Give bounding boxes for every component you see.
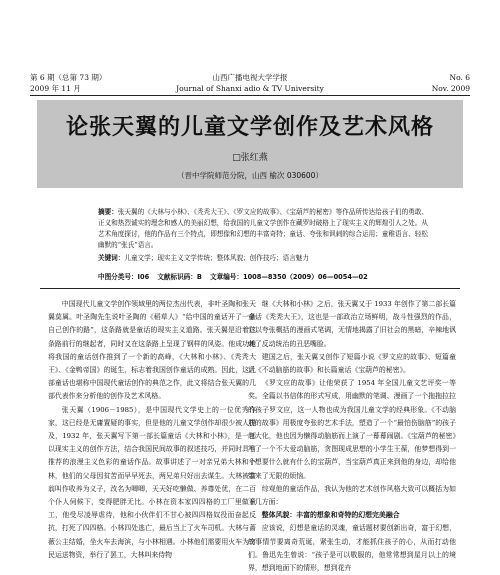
abstract-text: 张天翼的《大林与小林》、《秃秃大王》、《罗文应的故事》、《宝葫芦的秘密》等作品所传达给孩子们的勇敢、正义和热烈诚实的理念和感人的美丽幻想，给我国的儿童文学创作在藏罗时破格上了现实主义的辉煌引人之处。从艺术角度探讨，他的作品有三个特点，即想像和幻想的丰富奇特；童话、夸张和讽刺的综合运用；童稚语言、轻松幽默的“张氏”语言。	[98, 208, 429, 249]
author: □张红燕	[232, 153, 268, 163]
keywords-label: 关键词：	[98, 254, 125, 262]
paragraph: 《罗文应的故事》让他荣获了 1954 年全国儿童文艺评奖一等奖。全篇以书信体的形式写成，用幽默的笔调、漫画了一个拖拖拉拉的孩子罗文应，这一人物也成为我国儿童文学的经典形象。《不动脑筋的故事》用极度夸张的艺术手法，塑造了一个“最怕伤脑筋”的孩子赵大化，他也因为懒得动脑筋而上演了一幕幕闹剧。《宝葫芦的秘密》写了一个不大爱动脑筋，贪图现成思想的小学生王葆，他梦想得到一个想要什么就有什么的宝葫芦，当宝葫芦真正来到他的身边，却给他带来了无限的烦恼。	[248, 379, 456, 480]
paragraph: 中国现代儿童文学创作领域里的两位杰出代表，非叶圣陶和张天翼莫属。叶圣陶先生说叶圣陶的《稻草人》“给中国的童话开了一条自己创作的路”，这条路就是童话的现实主义道路。张天翼是沿着这条路前行的继起者，同时又在这条路上呈现了钢样的风姿。他成功地将我国的童话创作推到了一个新的高峰，《大林和小林》、《秃秃大王》、《金鸭帝国》的诞生，标志着我国创作童话的成熟。因此，这几部童话也堪称中国现代童话创作的典范之作，此文将结合张天翼的几部代表作来分析他的创作及艺术风格。	[48, 300, 256, 401]
paragraph: 应该说，幻想是童话的灵魂，童话题材要创新出奇，富于幻想，故事情节要离奇荒诞，紧张生动，才能抓住孩子的心，从而打动他们。鲁迅先生曾说：“孩子是可以敬服的，他常常想到星月以上的境界，想到地面下的情形，想到花卉	[248, 524, 456, 573]
article-title: 论张天翼的儿童文学创作及艺术风格	[65, 115, 434, 140]
abstract	[98, 207, 428, 264]
date-cn: 2009 年 11 月	[30, 84, 81, 93]
left-column	[48, 298, 256, 562]
issue-no: No. 6	[449, 73, 470, 82]
journal-en: Journal of Shanxi adio & TV University	[176, 84, 324, 93]
paragraph: 张天翼（1906－1985），是中国现代文学史上的一位优秀作家，这已经是无庸置疑的事实，但是他的儿童文学创作却很少被人提及，1932 年，张天翼写下第一部长篇童话《大林和小林》，是一部以现实主义的创作方法，结合我国民间故事的叙述技巧，并同时具有推荐的浪漫主义色彩的童话作品。故事讲述了一对亲兄弟大林和小林，他们的父母因贫苦而早早死去，两兄弟只好出去谋生。大林被富翁叫作收养为义子，改名为唧唧，天天好吃懒做、养尊处优，在二百个仆人伺候下，变得肥胖无比。小林在资本家四四格的工厂里做童工，他受尽凌辱虐待，他和小伙伴们不甘心被四四格奴役而奋起反抗，打死了四四格。小林四处逃亡，最后当上了火车司机。大林与蔷薇公主结婚，坐火车去海滨，与小林相遇。小林他们需要用火车为穷民运送物资，举行了罢工，大林叫来侍物	[48, 405, 256, 559]
affiliation: （晋中学院师范分院，山西 榆次 030600）	[177, 171, 323, 180]
classification-line	[98, 271, 428, 281]
paragraph: 综观他的童话作品，我认为他的艺术创作风格大致可以概括为如下几方面：	[248, 484, 456, 507]
paragraph: 建国之后，张天翼又创作了短篇小说《罗文应的故事》、短篇童话《不动脑筋的故事》和长篇童话《宝葫芦的秘密》。	[248, 352, 456, 375]
clc-code: 中图分类号：I06	[98, 273, 150, 281]
title-block	[37, 100, 463, 188]
paragraph: 继《大林和小林》之后，张天翼又于 1933 年创作了第二部长篇童话《秃秃大王》，这也是一部政治立场鲜明，战斗性强烈的作品，它以夸张概括的漫画式笔调，无情地揭露了旧社会的黑暗，辛辣地讽刺了反动统治的丑恶嘴脸。	[248, 300, 456, 348]
section-heading: 整体风貌：丰富的想象和奇特的幻想完美融合	[261, 511, 400, 520]
header-rule	[30, 95, 470, 96]
keywords-text: 儿童文学；现实主义文学传统；整体风貌；创作技巧；语言魅力	[124, 254, 309, 262]
issue-cn: 第 6 期（总第 73 期）	[30, 73, 107, 82]
date-en: Nov. 2009	[431, 84, 470, 93]
abstract-label: 摘要：	[98, 208, 118, 216]
doc-code: 文献标识码：B	[157, 273, 202, 281]
abstract-rule	[40, 288, 460, 289]
right-column	[248, 298, 456, 575]
journal-cn: 山西广播电视大学学报	[212, 73, 288, 82]
article-id: 文章编号：1008—8350（2009）06—0054—02	[210, 273, 368, 281]
